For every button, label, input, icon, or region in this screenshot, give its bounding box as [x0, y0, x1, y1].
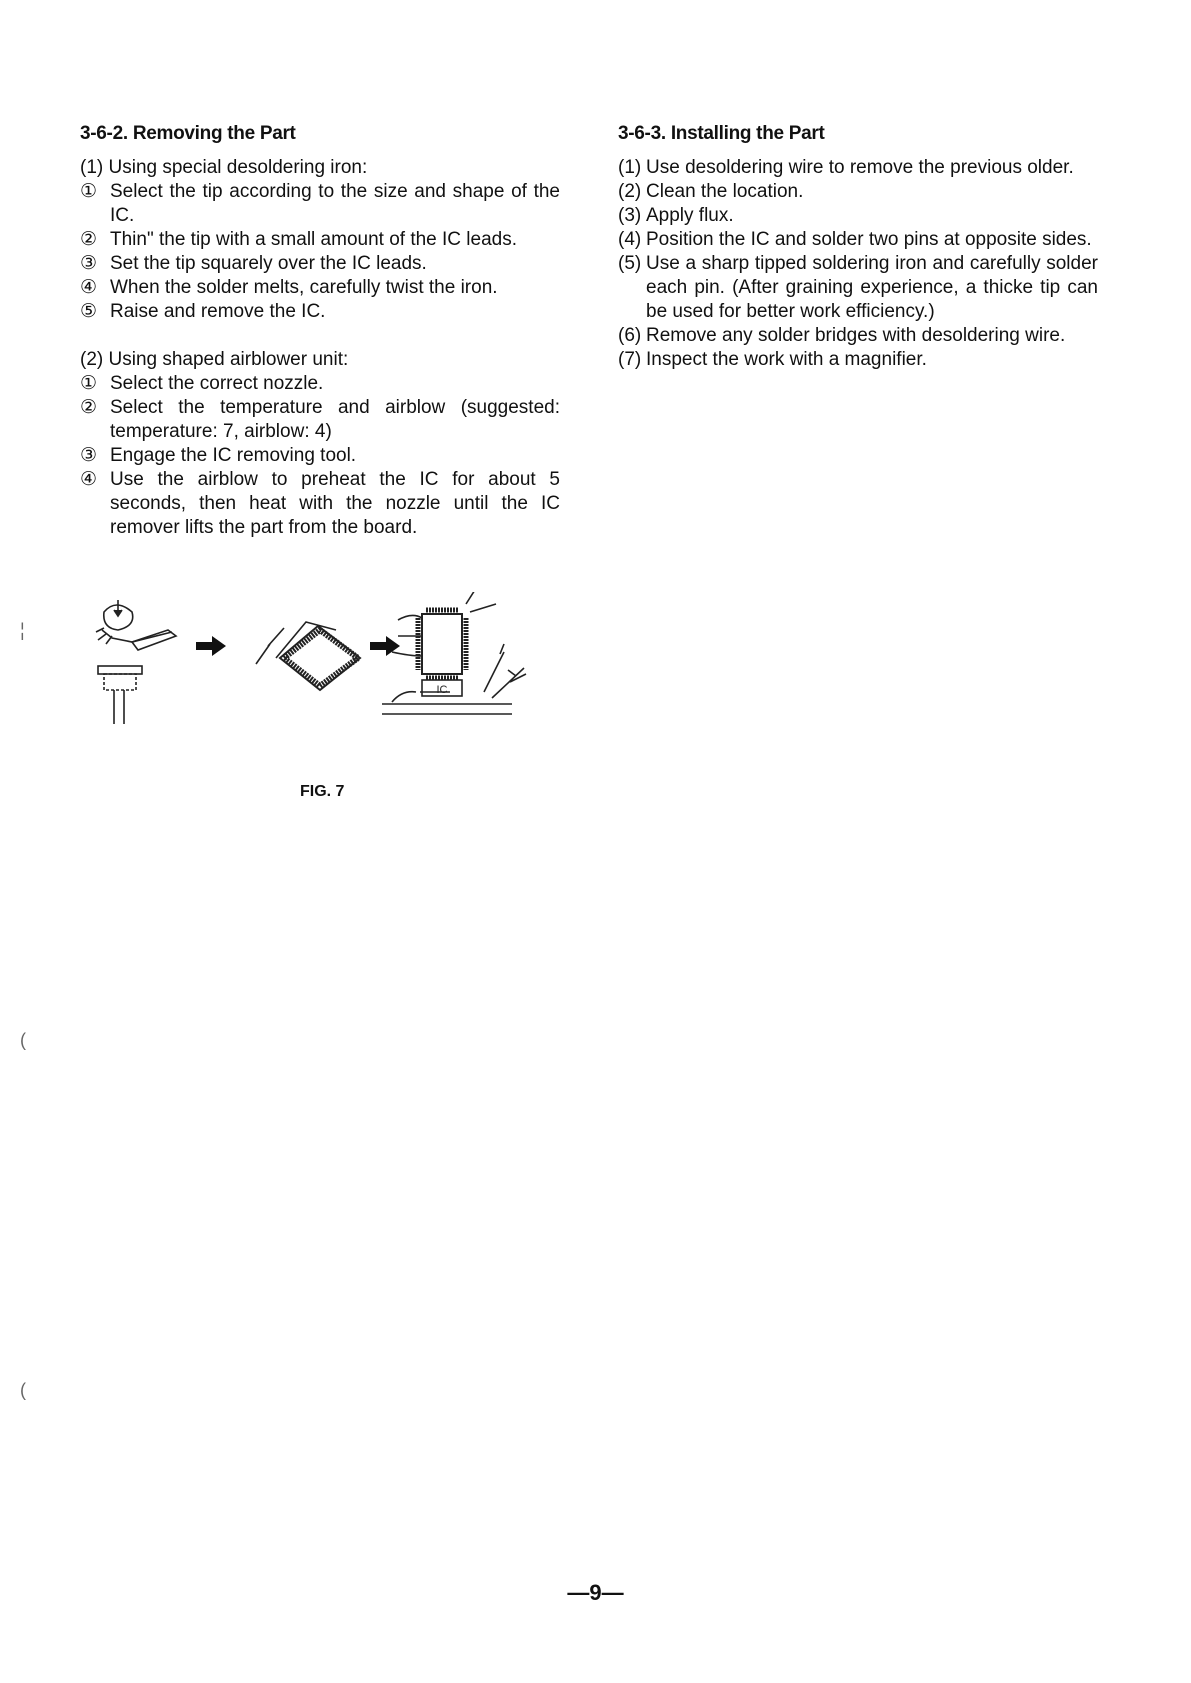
list-item: ① Select the tip according to the size and shape of the IC.: [80, 181, 560, 226]
list-item: ④ Use the airblow to preheat the IC for about 5 seconds, then heat with the nozzle until the IC remover lifts the part from the board.: [80, 469, 560, 538]
section-heading-removing: 3-6-2. Removing the Part: [80, 123, 296, 144]
list-item: (2) Clean the location.: [618, 181, 804, 202]
list-item: (3) Apply flux.: [618, 205, 734, 226]
list-item: (7) Inspect the work with a magnifier.: [618, 349, 927, 370]
method-airblower: (2) Using shaped airblower unit:: [80, 349, 349, 370]
section-installing-part: [618, 122, 1098, 372]
list-item: ③ Engage the IC removing tool.: [80, 445, 357, 466]
list-item: (6) Remove any solder bridges with desoldering wire.: [618, 325, 1066, 346]
list-item: ⑤ Raise and remove the IC.: [80, 301, 326, 322]
method-desoldering-iron: (1) Using special desoldering iron:: [80, 157, 368, 178]
list-item: ② Thin" the tip with a small amount of the IC leads.: [80, 229, 517, 250]
ic-removal-illustration: [80, 592, 560, 762]
figure-caption: FIG. 7: [300, 783, 345, 800]
desoldering-iron-icon: [96, 600, 176, 650]
page-number: —9—: [567, 1580, 624, 1605]
list-item: ③ Set the tip squarely over the IC leads.: [80, 253, 427, 274]
list-item: ④ When the solder melts, carefully twist the iron.: [80, 277, 498, 298]
list-item: ① Select the correct nozzle.: [80, 373, 324, 394]
list-item: (5) Use a sharp tipped soldering iron and carefully solder each pin. (After graining experience, a thicke tip can be used for better work efficiency.): [618, 253, 1098, 322]
list-item: (4) Position the IC and solder two pins at opposite sides.: [618, 229, 1092, 250]
list-item: (1) Use desoldering wire to remove the previous older.: [618, 157, 1074, 178]
list-item: ② Select the temperature and airblow (suggested: temperature: 7, airblow: 4): [80, 397, 560, 442]
section-removing-part: [80, 122, 560, 540]
nozzle-icon: [98, 666, 142, 724]
ic-lifted-icon: [392, 592, 496, 678]
ic-chip-icon: [256, 622, 360, 690]
arrow-right-icon: [196, 636, 226, 656]
ic-label: IC: [436, 684, 448, 696]
section-heading-installing: 3-6-3. Installing the Part: [618, 123, 825, 144]
